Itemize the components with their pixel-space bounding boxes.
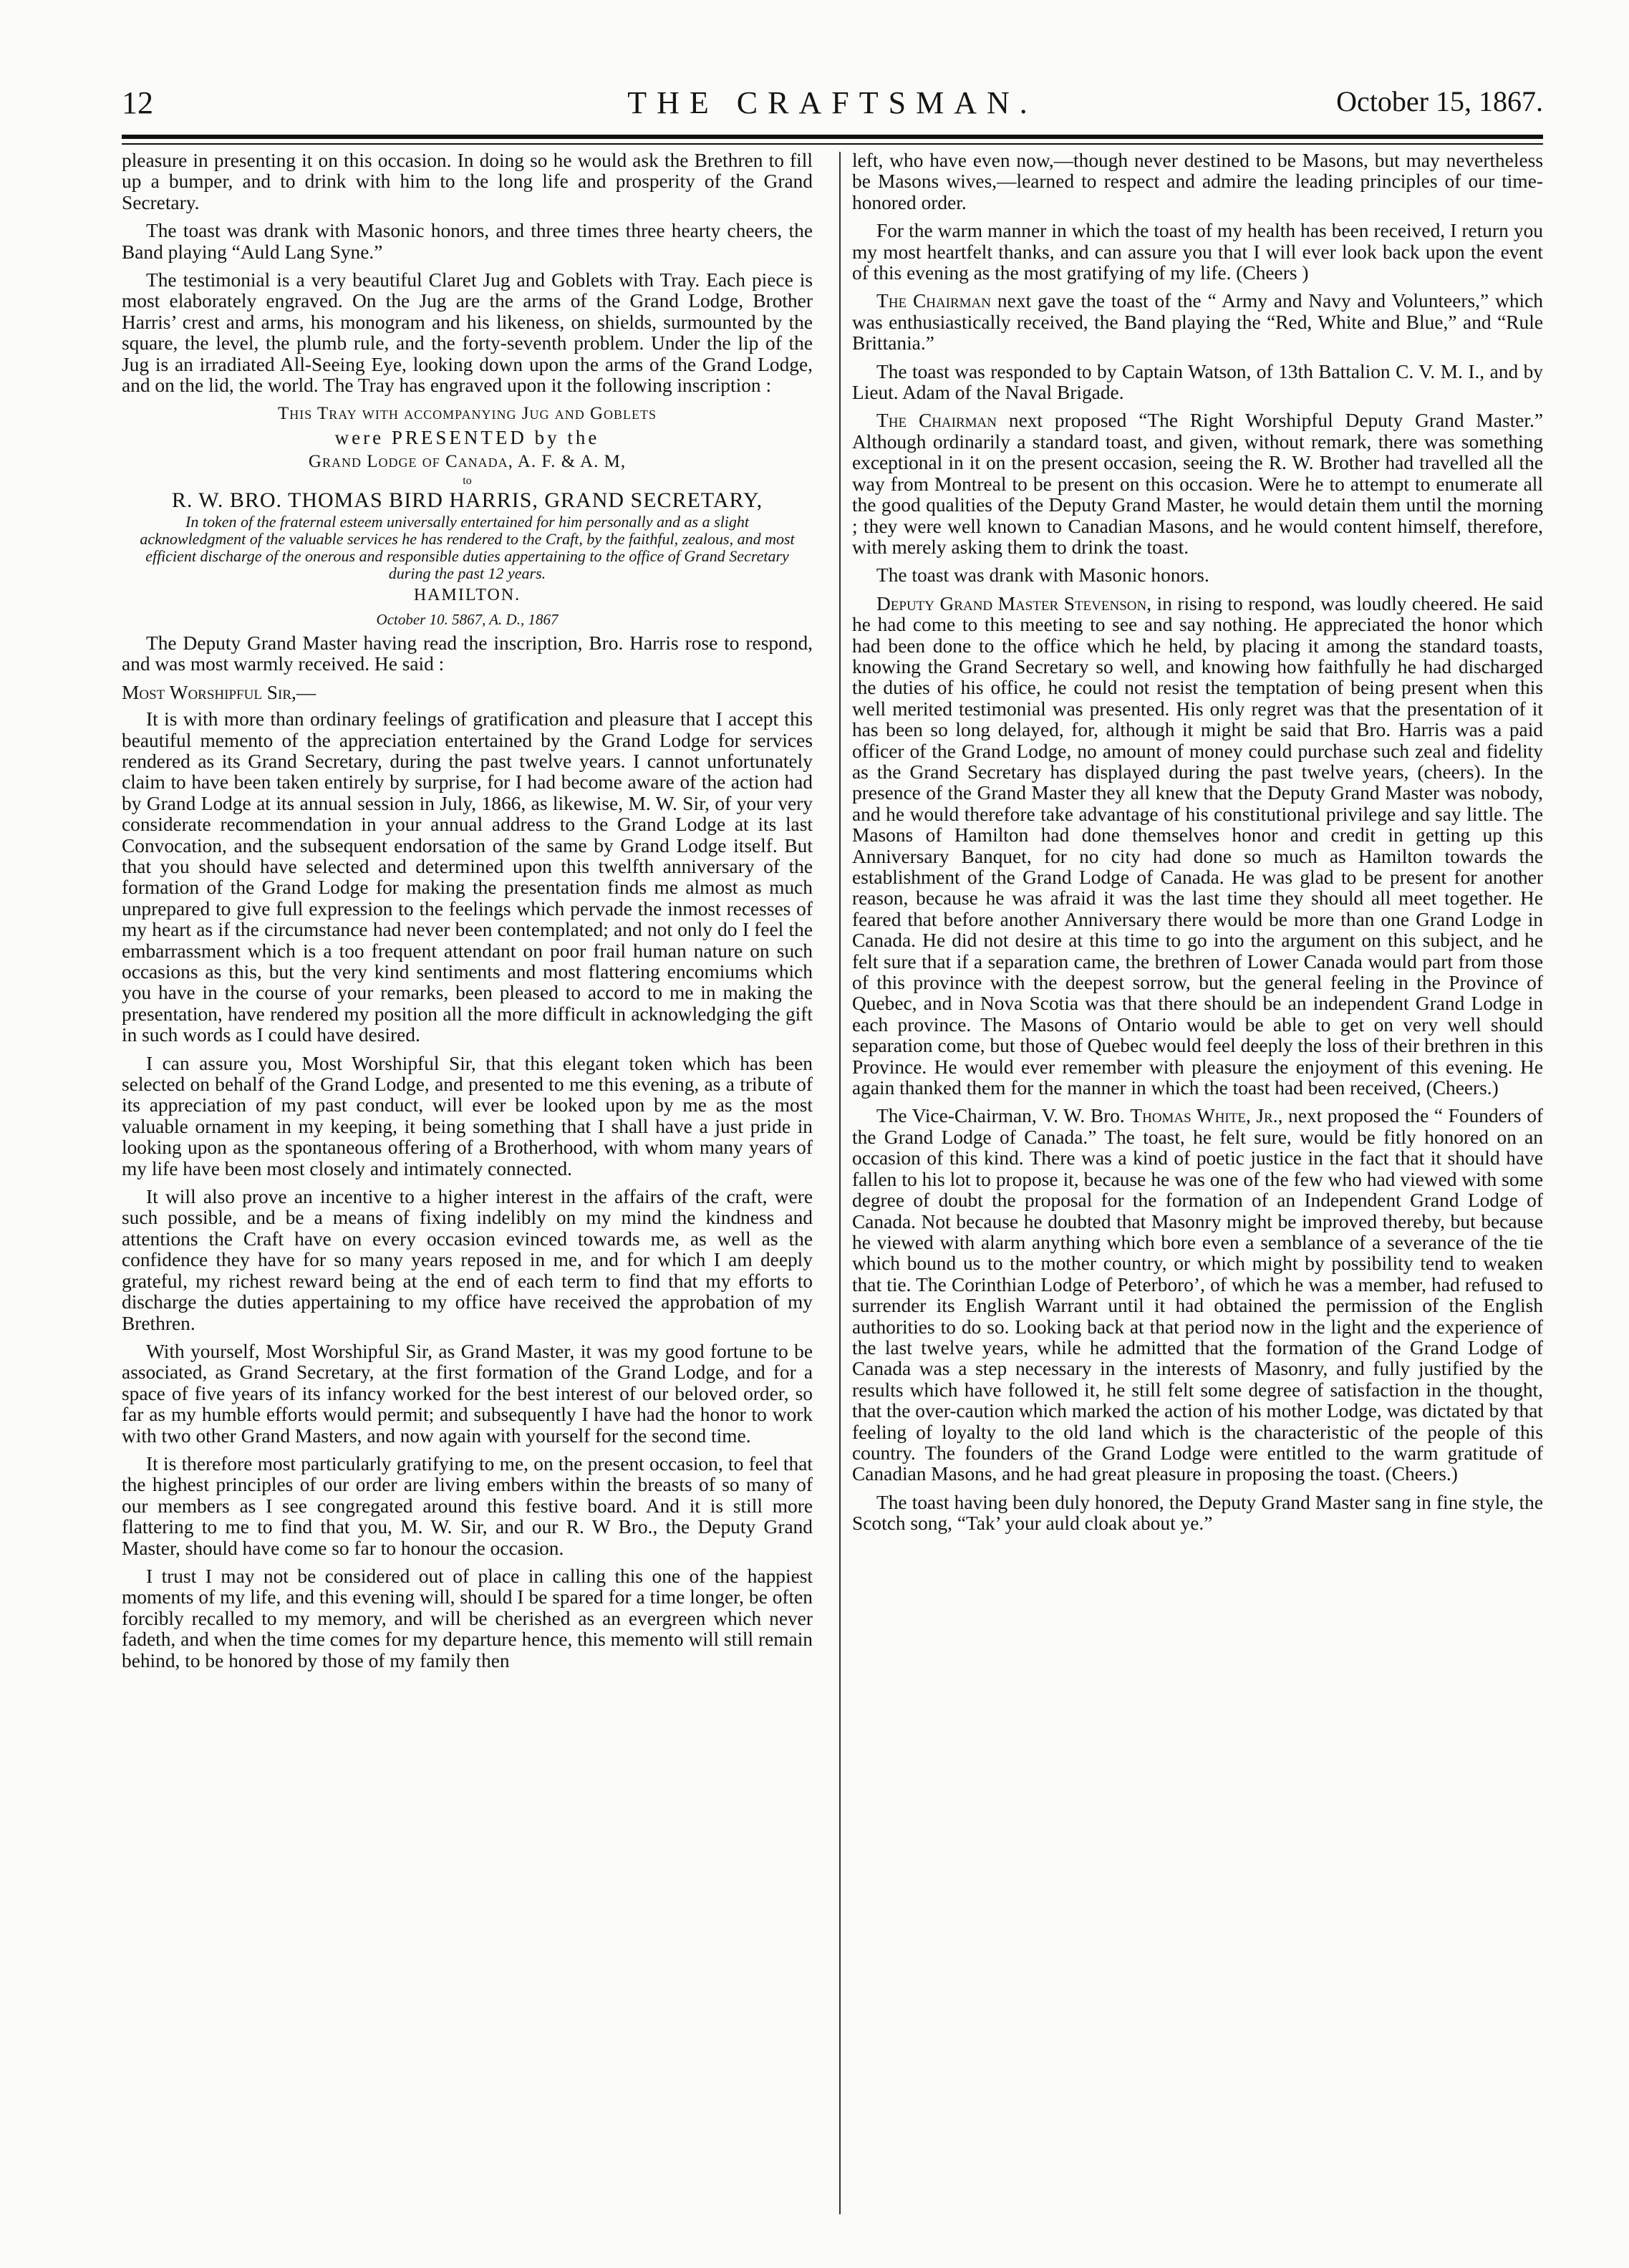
speaker-name: The Chairman (876, 290, 991, 312)
speaker-name: Thomas White, Jr., (1130, 1105, 1283, 1127)
paragraph: The toast having been duly honored, the Deputy Grand Master sang in fine style, the Scotch song, “Tak’ your auld cloak about ye.” (852, 1491, 1543, 1535)
paragraph: I can assure you, Most Worshipful Sir, that this elegant token which has been selected on behalf of the Grand Lodge, and presented to me this evening, as a tribute of its appreciation of my past conduct, will ever be looked upon by me as the most valuable ornament in my keeping, it being something that I shall have a just pride in looking upon as the spontaneous offering of a Brotherhood, with whom many years of my life have been most closely and intimately connected. (122, 1052, 813, 1179)
paragraph (852, 594, 1543, 1099)
issue-date: October 15, 1867. (1336, 85, 1543, 117)
paragraph (852, 1106, 1543, 1485)
inscription-place: HAMILTON. (413, 586, 521, 605)
paragraph-text: next gave the toast of the “ Army and Navy and Volunteers,” which was enthusiastically received, the Band playing the “Red, White and Blue,” and “Rule Brittania.” (852, 290, 1543, 354)
paragraph: The testimonial is a very beautiful Claret Jug and Goblets with Tray. Each piece is most elaborately engraved. On the Jug are the arms of the Grand Lodge, Brother Harris’ crest and arms, his monogram and his likeness, on shields, surmounted by the square, the level, the plumb rule, and the forty-seventh problem. Under the lip of the Jug is an irradiated All-Seeing Eye, looking down upon the arms of the Grand Lodge, and on the lid, the world. The Tray has engraved upon it the following inscription : (122, 269, 813, 397)
paragraph (852, 410, 1543, 558)
paragraph: left, who have even now,—though never destined to be Masons, but may nevertheless be Masons wives,—learned to respect and admire the leading principles of our time-honored order. (852, 150, 1543, 213)
speaker-name: Deputy Grand Master Stevenson, (876, 592, 1152, 614)
paragraph: The toast was drank with Masonic honors. (876, 564, 1209, 587)
inscription-line: This Tray with accompanying Jug and Goblets (277, 404, 657, 424)
inscription-line: to (463, 474, 472, 487)
paragraph-text: in rising to respond, was loudly cheered. He said he had come to this meeting to see and say nothing. He appreciated the honor which had been done to the office which he held, by placing it among the standard toasts, knowing the Grand Secretary so well, and knowing how faithfully he had discharged the duties of his office, he could not resist the temptation of being present when this well merited testimonial was presented. His only regret was that the presentation of it has been so long delayed, for, although it might be said that Bro. Harris was a paid officer of the Grand Lodge, no amount of money could purchase such zeal and fidelity as the Grand Secretary has displayed during the past twelve years, (cheers). In the presence of the Grand Master they all knew that the Deputy Grand Master was nobody, and he would therefore take advantage of his constitutional privilege and say little. The Masons of Hamilton had done themselves honor and credit in getting up this Anniversary Banquet, for no city had done so much as Hamilton towards the establishment of the Grand Lodge of Canada. He was glad to be present for another reason, because he was afraid it was the last time they should all meet together. He feared that before another Anniversary there would be more than one Grand Lodge in Canada. He did not desire at this time to go into the argument on this subject, and he felt sure that if a separation came, the brethren of Lower Canada would part from those of this province with the deepest sorrow, but the general feeling in the Province of Quebec, and in Nova Scotia was that there should be an independent Grand Lodge in each province. The Masons of Ontario would be able to get on very well should separation come, but those of Quebec would feel deeply the loss of their brethren in this Province. He would ever remember with pleasure the enjoyment of this evening. He again thanked them for the manner in which the toast had been received, (Cheers.) (852, 592, 1543, 1099)
right-column (852, 150, 1543, 2220)
speaker-name: The Chairman (876, 410, 997, 432)
page-number: 12 (122, 85, 153, 120)
header-rule-thin (122, 143, 1543, 145)
masthead-title: THE CRAFTSMAN. (627, 85, 1038, 120)
paragraph: I trust I may not be considered out of place in calling this one of the happiest moments of my life, and this evening will, should I be spared for a time longer, be often forcibly recalled to my memory, and will be cherished as an evergreen which never fadeth, and when the time comes for my departure hence, this memento will still remain behind, to be honored by those of my family then (122, 1565, 813, 1671)
paragraph-text: next proposed the “ Founders of the Grand Lodge of Canada.” The toast, he felt sure, would be fitly honored on an occasion of this kind. There was a kind of poetic justice in the fact that it should have fallen to his lot to propose it, because he was one of the few who had viewed with some degree of doubt the proposal for the formation of an Independent Grand Lodge of Canada. Not because he doubted that Masonry might be improved thereby, but because he viewed with alarm anything which bore even a semblance of a severance of the tie which bound us to the mother country, or which might by possibility tend to weaken that tie. The Corinthian Lodge of Peterboro’, of which he was a member, had refused to surrender its English Warrant until it had obtained the permission of the English authorities to do so. Looking back at that period now in the light and the experience of the last twelve years, while he admitted that the formation of the Grand Lodge of Canada was a step necessary in the interests of Masonry, and fully justified by the results which have followed it, he still felt some degree of satisfaction in the thought, that the over-caution which marked the action of his mother Lodge, was dictated by that feeling of loyalty to the old land which is the characteristic of the people of this country. The founders of the Grand Lodge were entitled to the warm gratitude of Canadian Masons, and he had great pleasure in proposing the toast. (Cheers.) (852, 1105, 1543, 1485)
paragraph: The toast was responded to by Captain Watson, of 13th Battalion C. V. M. I., and by Lieut. Adam of the Naval Brigade. (852, 360, 1543, 404)
paragraph: It is with more than ordinary feelings of gratification and pleasure that I accept this beautiful memento of the appreciation entertained by the Grand Lodge for services rendered as its Grand Secretary, during the past twelve years. I cannot unfortunately claim to have been taken entirely by surprise, for I had become aware of the action had by Grand Lodge at its annual session in July, 1866, as likewise, M. W. Sir, of your very considerate recommendation in your annual address to the Grand Lodge at its last Convocation, and the subsequent endorsation of the same by Grand Lodge itself. But that you should have selected and determined upon this twelfth anniversary of the formation of the Grand Lodge for making the presentation finds me almost as much unprepared to give full expression to the feelings which pervade the inmost recesses of my heart as if the circumstance had never been contemplated; and not only do I feel the embarrassment which is a too frequent attendant on poor frail human nature on such occasions as this, but the very kind sentiments and most flattering encomiums which you have in the course of your remarks, been pleased to accord to me in making the presentation, have rendered my position all the more difficult in acknowledging the gift in such words as I could have desired. (122, 708, 813, 1046)
paragraph: The Deputy Grand Master having read the inscription, Bro. Harris rose to respond, and was most warmly received. He said : (122, 632, 813, 675)
paragraph (852, 291, 1543, 354)
paragraph: pleasure in presenting it on this occasion. In doing so he would ask the Brethren to fill up a bumper, and to drink with him to the long life and prosperity of the Grand Secretary. (122, 150, 813, 213)
paragraph: The toast was drank with Masonic honors, and three times three hearty cheers, the Band playing “Auld Lang Syne.” (122, 220, 813, 263)
paragraph-text: next proposed “The Right Worshipful Deputy Grand Master.” Although ordinarily a standard toast, and given, without remark, there was something exceptional in it on the present occasion, seeing the R. W. Brother had travelled all the way from Montreal to be present on this occasion. Were he to attempt to enumerate all the good qualities of the Deputy Grand Master, he would detain them until the morning ; they were well known to Canadian Masons, and he would content himself, therefore, with merely asking them to drink the toast. (852, 410, 1543, 558)
paragraph-text: The Vice-Chairman, V. W. Bro. (876, 1105, 1131, 1127)
inscription-recipient: R. W. BRO. THOMAS BIRD HARRIS, GRAND SECRETARY, (171, 488, 763, 512)
inscription-line: were PRESENTED by the (334, 426, 600, 448)
paragraph: With yourself, Most Worshipful Sir, as Grand Master, it was my good fortune to be associated, as Grand Secretary, at the first formation of the Grand Lodge, and for a space of five years of its infancy worked for the best interest of our beloved order, so far as my humble efforts would permit; and subsequently I have had the honor to work with two other Grand Masters, and now again with yourself for the second time. (122, 1340, 813, 1447)
column-divider (839, 152, 841, 2214)
paragraph: For the warm manner in which the toast of my health has been received, I return you my most heartfelt thanks, and can assure you that I will ever look back upon the event of this evening as the most gratifying of my life. (Cheers ) (852, 220, 1543, 284)
inscription-block (122, 403, 813, 629)
inscription-date: October 10. 5867, A. D., 1867 (376, 610, 559, 628)
salutation: Most Worshipful Sir,— (122, 681, 316, 703)
paragraph: It will also prove an incentive to a higher interest in the affairs of the craft, were such possible, and be a means of fixing indelibly on my mind the kindness and attentions the Craft have on every occasion evinced towards me, as well as the confidence they have for so many years reposed in me, and for which I am deeply grateful, my richest reward being at the end of each term to find that my efforts to discharge the duties appertaining to my office have received the approbation of my Brethren. (122, 1186, 813, 1334)
paragraph: It is therefore most particularly gratifying to me, on the present occasion, to feel that the highest principles of our order are living embers within the breasts of so many of our members as I see congregated around this festive board. And it is still more flattering to me to find that you, M. W. Sir, and our R. W Bro., the Deputy Grand Master, should have come so far to honour the occasion. (122, 1452, 813, 1559)
left-column (122, 150, 813, 2220)
page-header (122, 85, 1543, 127)
inscription-line: Grand Lodge of Canada, A. F. & A. M, (308, 452, 627, 472)
inscription-dedication: In token of the fraternal esteem universally entertained for him personally and as a slight acknowledgment of the valuable services he has rendered to the Craft, by the faithful, zealous, and most efficient discharge of the onerous and responsible duties appertaining to the office of Grand Secretary during the past 12 years. (140, 513, 795, 583)
header-rule-thick (122, 135, 1543, 139)
